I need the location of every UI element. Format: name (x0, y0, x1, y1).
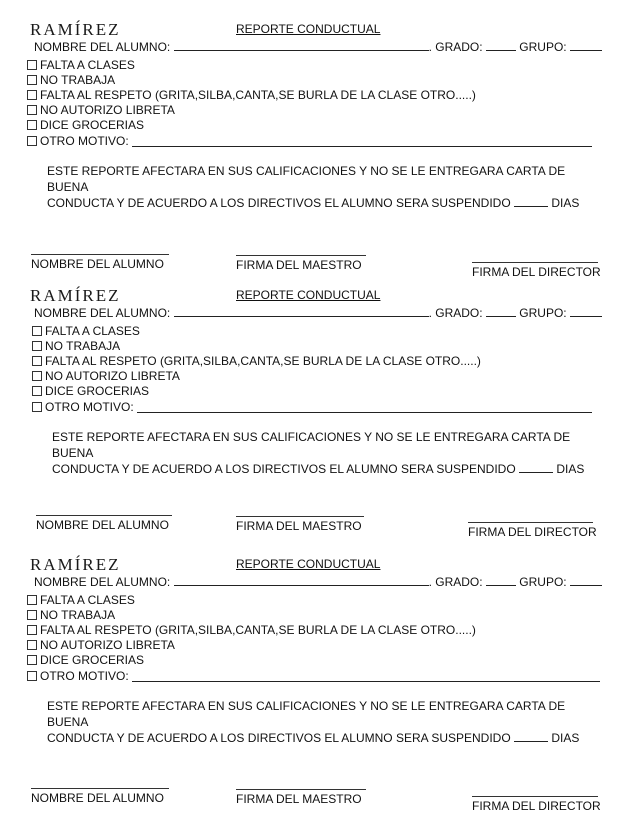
checkbox[interactable] (27, 105, 37, 115)
days-label: DIAS (556, 462, 585, 476)
conduct-report-form-2 (0, 286, 638, 556)
reason-item (27, 133, 592, 148)
signature-director[interactable] (468, 522, 597, 539)
other-reason-field[interactable] (132, 670, 600, 682)
warning-notice (47, 698, 607, 746)
reason-item (32, 399, 592, 414)
warning-notice (52, 429, 612, 477)
checkbox[interactable] (27, 60, 37, 70)
checkbox[interactable] (27, 610, 37, 620)
grade-field[interactable] (486, 574, 516, 586)
school-logo: RAMÍREZ (30, 286, 121, 305)
reason-item (32, 353, 592, 368)
report-title: REPORTE CONDUCTUAL (236, 557, 381, 571)
checkbox[interactable] (27, 90, 37, 100)
student-name-label: NOMBRE DEL ALUMNO: (34, 306, 171, 320)
reason-label: NO TRABAJA (40, 607, 116, 622)
suspension-days-field[interactable] (514, 730, 548, 742)
checkbox[interactable] (27, 136, 37, 146)
signature-student[interactable] (36, 515, 172, 532)
checkbox[interactable] (32, 326, 42, 336)
reason-item (32, 369, 592, 384)
student-name-field[interactable] (174, 305, 429, 317)
signature-student-label: NOMBRE DEL ALUMNO (31, 791, 164, 805)
checkbox[interactable] (27, 671, 37, 681)
reason-label: OTRO MOTIVO: (40, 133, 129, 148)
checkbox[interactable] (32, 386, 42, 396)
report-title: REPORTE CONDUCTUAL (236, 22, 381, 36)
signature-teacher[interactable] (236, 255, 366, 272)
checkbox[interactable] (32, 356, 42, 366)
conduct-report-form-3 (0, 555, 638, 825)
checkbox[interactable] (27, 625, 37, 635)
reason-label: FALTA A CLASES (40, 592, 135, 607)
student-info-row (34, 574, 602, 589)
reason-checklist (32, 323, 592, 414)
signature-teacher-label: FIRMA DEL MAESTRO (236, 792, 362, 806)
notice-line-1: ESTE REPORTE AFECTARA EN SUS CALIFICACIONES Y NO SE LE ENTREGARA CARTA DE BUENA (52, 430, 571, 460)
student-name-field[interactable] (174, 574, 429, 586)
signature-student-label: NOMBRE DEL ALUMNO (31, 257, 164, 271)
other-reason-field[interactable] (137, 401, 592, 413)
student-name-field[interactable] (174, 39, 429, 51)
checkbox[interactable] (32, 402, 42, 412)
checkbox[interactable] (27, 595, 37, 605)
warning-notice (47, 163, 607, 211)
notice-line-2 (47, 195, 607, 211)
reason-item (32, 384, 592, 399)
group-label: GRUPO: (519, 40, 567, 54)
reason-item (27, 607, 600, 622)
notice-line-2 (47, 730, 607, 746)
reason-item (27, 57, 592, 72)
grade-field[interactable] (486, 305, 516, 317)
reason-label: DICE GROCERIAS (40, 653, 145, 668)
reason-label: NO AUTORIZO LIBRETA (40, 103, 175, 118)
reason-item (27, 638, 600, 653)
signature-student[interactable] (31, 254, 169, 271)
reason-item (32, 323, 592, 338)
group-field[interactable] (570, 305, 602, 317)
student-name-label: NOMBRE DEL ALUMNO: (34, 575, 171, 589)
checkbox[interactable] (32, 341, 42, 351)
grade-label: . GRADO: (428, 575, 483, 589)
reason-item (27, 87, 592, 102)
reason-item (27, 622, 600, 637)
student-info-row (34, 305, 602, 320)
signature-director-label: FIRMA DEL DIRECTOR (468, 525, 597, 539)
reason-label: NO TRABAJA (45, 338, 121, 353)
signature-teacher-label: FIRMA DEL MAESTRO (236, 258, 362, 272)
reason-checklist (27, 592, 600, 683)
reason-item (27, 653, 600, 668)
checkbox[interactable] (27, 640, 37, 650)
reason-item (27, 103, 592, 118)
reason-label: FALTA AL RESPETO (GRITA,SILBA,CANTA,SE BURLA DE LA CLASE OTRO.....) (40, 87, 476, 102)
signature-teacher-label: FIRMA DEL MAESTRO (236, 519, 362, 533)
signature-teacher[interactable] (236, 516, 364, 533)
notice-line-2 (52, 461, 612, 477)
group-field[interactable] (570, 39, 602, 51)
notice-line-1: ESTE REPORTE AFECTARA EN SUS CALIFICACIONES Y NO SE LE ENTREGARA CARTA DE BUENA (47, 164, 566, 194)
reason-checklist (27, 57, 592, 148)
reason-label: OTRO MOTIVO: (45, 399, 134, 414)
notice-line-1: ESTE REPORTE AFECTARA EN SUS CALIFICACIONES Y NO SE LE ENTREGARA CARTA DE BUENA (47, 699, 566, 729)
signature-student-label: NOMBRE DEL ALUMNO (36, 518, 169, 532)
reason-label: FALTA A CLASES (45, 323, 140, 338)
reason-label: DICE GROCERIAS (40, 118, 145, 133)
suspension-days-field[interactable] (519, 461, 553, 473)
signature-director-label: FIRMA DEL DIRECTOR (472, 265, 601, 279)
reason-item (27, 72, 592, 87)
group-label: GRUPO: (519, 575, 567, 589)
signature-teacher[interactable] (236, 789, 366, 806)
reason-item (27, 118, 592, 133)
reason-label: DICE GROCERIAS (45, 384, 150, 399)
school-logo: RAMÍREZ (30, 20, 121, 39)
reason-item (27, 592, 600, 607)
days-label: DIAS (551, 196, 580, 210)
grade-field[interactable] (486, 39, 516, 51)
reason-label: NO AUTORIZO LIBRETA (40, 638, 175, 653)
student-info-row (34, 39, 602, 54)
reason-item (27, 668, 600, 683)
signature-student[interactable] (31, 788, 169, 805)
other-reason-field[interactable] (132, 135, 592, 147)
grade-label: . GRADO: (428, 306, 483, 320)
report-title: REPORTE CONDUCTUAL (236, 288, 381, 302)
notice-text: CONDUCTA Y DE ACUERDO A LOS DIRECTIVOS EL ALUMNO SERA SUSPENDIDO (52, 462, 516, 476)
school-logo: RAMÍREZ (30, 555, 121, 574)
checkbox[interactable] (32, 371, 42, 381)
group-field[interactable] (570, 574, 602, 586)
reason-label: NO TRABAJA (40, 72, 116, 87)
signature-director[interactable] (472, 796, 601, 813)
group-label: GRUPO: (519, 306, 567, 320)
notice-text: CONDUCTA Y DE ACUERDO A LOS DIRECTIVOS EL ALUMNO SERA SUSPENDIDO (47, 731, 511, 745)
reason-item (32, 338, 592, 353)
grade-label: . GRADO: (428, 40, 483, 54)
checkbox[interactable] (27, 75, 37, 85)
days-label: DIAS (551, 731, 580, 745)
reason-label: FALTA AL RESPETO (GRITA,SILBA,CANTA,SE BURLA DE LA CLASE OTRO.....) (45, 353, 481, 368)
student-name-label: NOMBRE DEL ALUMNO: (34, 40, 171, 54)
reason-label: FALTA AL RESPETO (GRITA,SILBA,CANTA,SE BURLA DE LA CLASE OTRO.....) (40, 622, 476, 637)
reason-label: NO AUTORIZO LIBRETA (45, 369, 180, 384)
signature-director-label: FIRMA DEL DIRECTOR (472, 799, 601, 813)
suspension-days-field[interactable] (514, 195, 548, 207)
signature-director[interactable] (472, 262, 601, 279)
reason-label: OTRO MOTIVO: (40, 668, 129, 683)
checkbox[interactable] (27, 120, 37, 130)
checkbox[interactable] (27, 655, 37, 665)
notice-text: CONDUCTA Y DE ACUERDO A LOS DIRECTIVOS EL ALUMNO SERA SUSPENDIDO (47, 196, 511, 210)
conduct-report-form-1 (0, 20, 638, 290)
reason-label: FALTA A CLASES (40, 57, 135, 72)
